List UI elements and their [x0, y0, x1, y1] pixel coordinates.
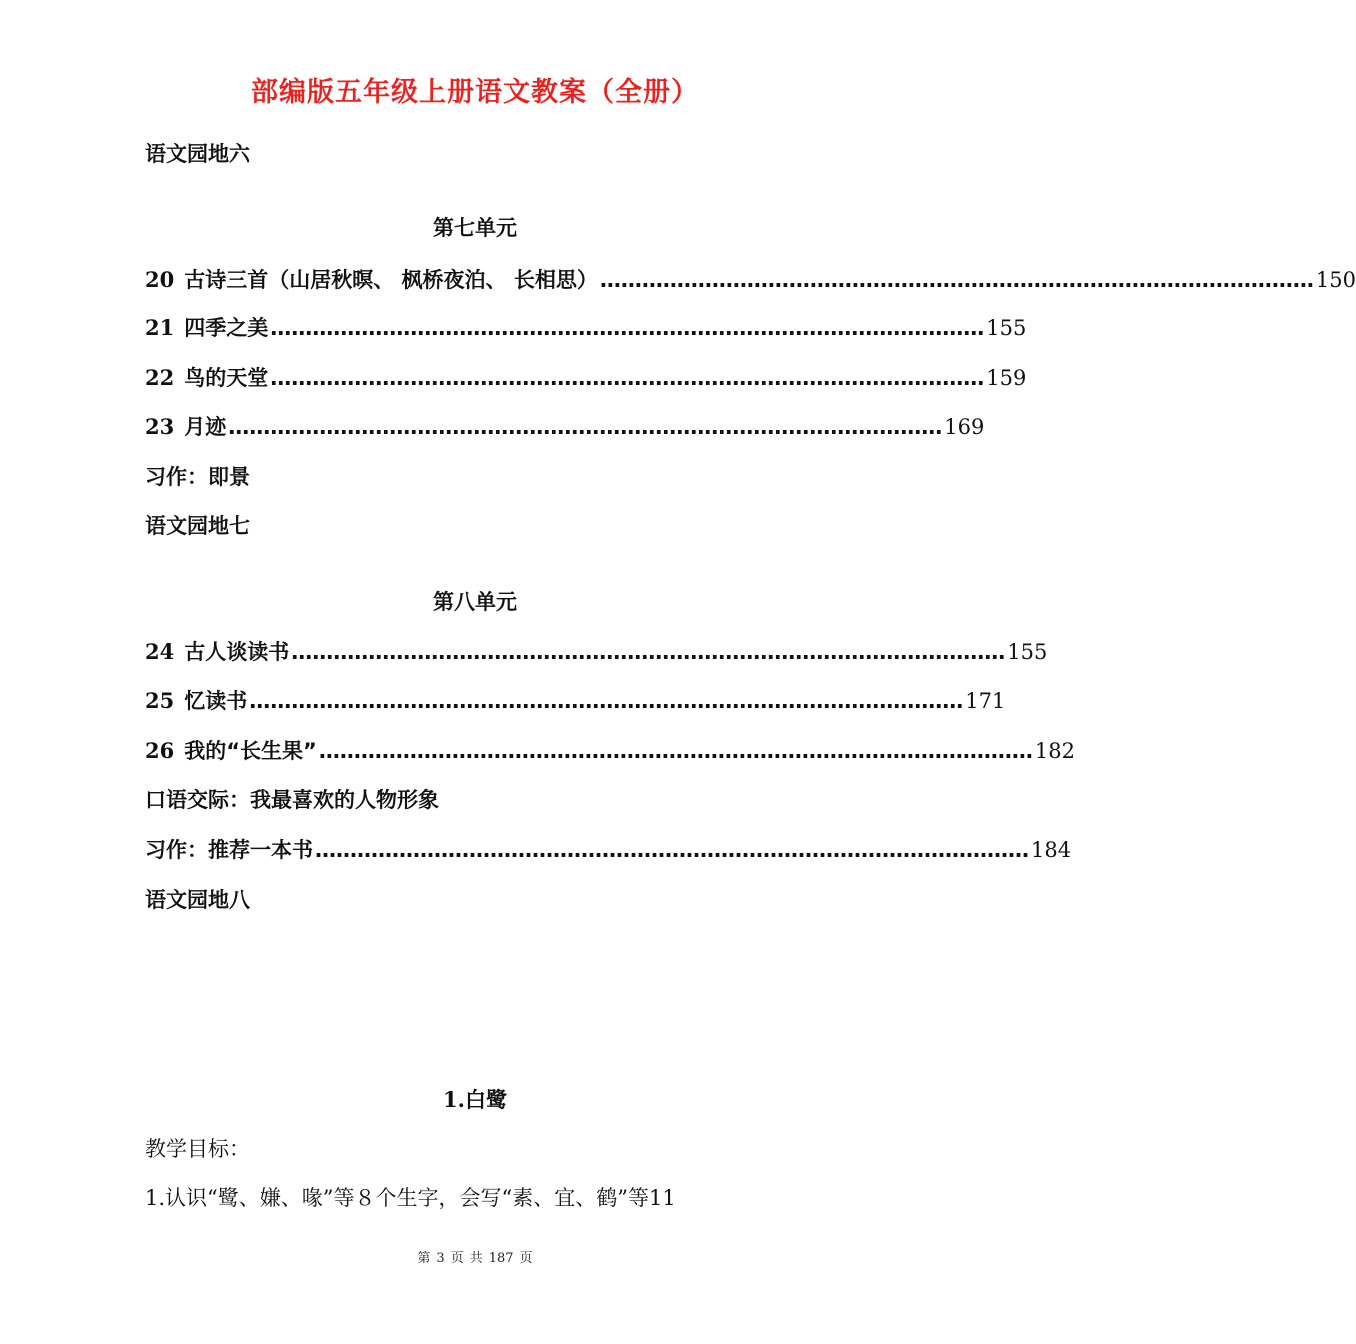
footer-suffix: 页	[519, 1251, 533, 1266]
toc-entry-21	[145, 312, 1027, 342]
unit8-heading: 第八单元	[433, 590, 517, 614]
toc-leader: …………………………………………………………………………………………	[315, 838, 1029, 862]
toc-entry-22	[145, 362, 1027, 392]
toc-number: 26	[145, 738, 175, 763]
toc-page: 184	[1031, 838, 1072, 862]
toc-title: 习作：推荐一本书	[145, 838, 313, 862]
toc-leader: …………………………………………………………………………………………	[270, 366, 985, 390]
toc-page: 169	[944, 415, 985, 439]
toc-number: 25	[145, 688, 175, 713]
unit8-garden: 语文园地八	[145, 888, 250, 912]
unit8-oral: 口语交际：我最喜欢的人物形象	[145, 788, 439, 812]
toc-page: 171	[965, 689, 1006, 713]
toc-number: 23	[145, 414, 175, 439]
footer-total-word: 共	[469, 1251, 483, 1266]
toc-entry-24	[145, 636, 1048, 666]
page-footer	[0, 1247, 950, 1266]
toc-entry-26	[145, 735, 1075, 765]
toc-title: 古诗三首（山居秋暝、 枫桥夜泊、 长相思）	[184, 268, 598, 292]
toc-number: 21	[145, 315, 175, 340]
unit7-garden: 语文园地七	[145, 514, 250, 538]
lesson-title: 1.白鹭	[443, 1087, 507, 1112]
objectives-label: 教学目标：	[145, 1137, 250, 1161]
toc-title: 我的“长生果”	[184, 739, 317, 763]
document-title: 部编版五年级上册语文教案（全册）	[251, 77, 699, 108]
footer-prefix: 第	[417, 1251, 431, 1266]
unit6-garden: 语文园地六	[145, 142, 250, 166]
toc-title: 鸟的天堂	[184, 366, 269, 390]
toc-number: 20	[145, 267, 175, 292]
objective-1: 1.认识“鹭、嫌、喙”等８个生字，会写“素、宜、鹤”等11	[145, 1186, 676, 1210]
toc-entry-writing	[145, 834, 1072, 864]
toc-entry-23	[145, 411, 985, 441]
toc-page: 155	[1007, 640, 1048, 664]
unit7-heading: 第七单元	[433, 216, 517, 240]
toc-number: 24	[145, 639, 175, 664]
footer-page-word: 页	[450, 1251, 464, 1266]
footer-current-page: 3	[436, 1251, 445, 1266]
toc-leader: …………………………………………………………………………………………	[318, 739, 1033, 763]
toc-title: 月迹	[184, 415, 227, 439]
toc-leader: …………………………………………………………………………………………	[599, 268, 1314, 292]
toc-leader: …………………………………………………………………………………………	[270, 316, 985, 340]
toc-page: 155	[986, 316, 1027, 340]
toc-page: 182	[1034, 739, 1075, 763]
unit7-writing: 习作：即景	[145, 465, 250, 489]
toc-page: 150	[1315, 268, 1356, 292]
toc-leader: …………………………………………………………………………………………	[249, 689, 964, 713]
toc-leader: …………………………………………………………………………………………	[228, 415, 943, 439]
footer-total-pages: 187	[488, 1251, 514, 1266]
toc-title: 忆读书	[184, 689, 248, 713]
toc-title: 古人谈读书	[184, 640, 290, 664]
toc-page: 159	[986, 366, 1027, 390]
toc-number: 22	[145, 365, 175, 390]
toc-title: 四季之美	[184, 316, 269, 340]
toc-entry-20	[145, 264, 1356, 294]
toc-entry-25	[145, 685, 1006, 715]
toc-leader: …………………………………………………………………………………………	[291, 640, 1006, 664]
